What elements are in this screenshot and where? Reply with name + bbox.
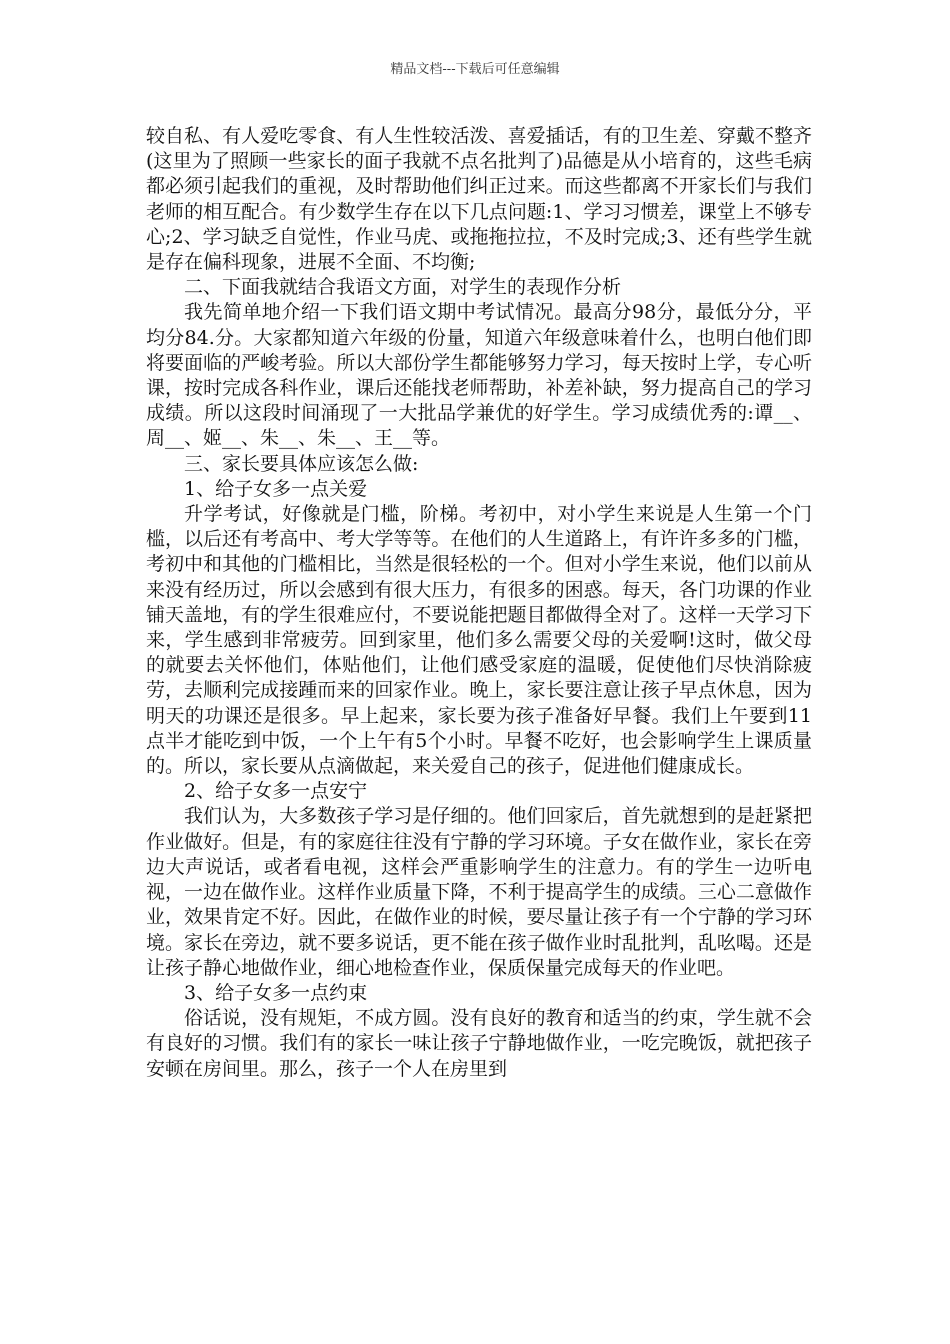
paragraph-more-discipline: 俗话说，没有规矩，不成方圆。没有良好的教育和适当的约束，学生就不会有良好的习惯。我们有的家长一味让孩子宁静地做作业，一吃完晚饭，就把孩子安顿在房间里。那么，孩子一个人在房里到 — [146, 1007, 812, 1080]
subheading-more-quiet: 2、给子女多一点安宁 — [184, 780, 368, 803]
paragraph-more-care: 升学考试，好像就是门槛，阶梯。考初中，对小学生来说是人生第一个门槛，以后还有考高中、考大学等等。在他们的人生道路上，有许许多多的门槛，考初中和其他的门槛相比，当然是很轻松的一个。但对小学生来说，他们以前从来没有经历过，所以会感到有很大压力，有很多的困惑。每天，各门功课的作业铺天盖地，有的学生很难应付，不要说能把题目都做得全对了。这样一天学习下来，学生感到非常疲劳。回到家里，他们多么需要父母的关爱啊!这时，做父母的就要去关怀他们，体贴他们，让他们感受家庭的温暖，促使他们尽快消除疲劳，去顺利完成接踵而来的回家作业。晚上，家长要注意让孩子早点休息，因为明天的功课还是很多。早上起来，家长要为孩子准备好早餐。我们上午要到11点半才能吃到中饭，一个上午有5个小时。早餐不吃好，也会影响学生上课质量的。所以，家长要从点滴做起，来关爱自己的孩子，促进他们健康成长。 — [146, 503, 812, 778]
section-heading-chinese-analysis: 二、下面我就结合我语文方面，对学生的表现作分析 — [184, 276, 622, 299]
document-body — [146, 124, 812, 1082]
paragraph-exam-results: 我先简单地介绍一下我们语文期中考试情况。最高分98分，最低分分，平均分84.分。大家都知道六年级的份量，知道六年级意味着什么，也明白他们即将要面临的严峻考验。所以大部份学生都能够努力学习，每天按时上学，专心听课，按时完成各科作业，课后还能找老师帮助，补差补缺，努力提高自己的学习成绩。所以这段时间涌现了一大批品学兼优的好学生。学习成绩优秀的:谭__、周__、姬__、朱__、朱__、王__等。 — [146, 301, 812, 450]
paragraph-more-quiet: 我们认为，大多数孩子学习是仔细的。他们回家后，首先就想到的是赶紧把作业做好。但是，有的家庭往往没有宁静的学习环境。子女在做作业，家长在旁边大声说话，或者看电视，这样会严重影响学生的注意力。有的学生一边听电视，一边在做作业。这样作业质量下降，不利于提高学生的成绩。三心二意做作业，效果肯定不好。因此，在做作业的时候，要尽量让孩子有一个宁静的学习环境。家长在旁边，就不要多说话，更不能在孩子做作业时乱批判，乱吆喝。还是让孩子静心地做作业，细心地检查作业，保质保量完成每天的作业吧。 — [146, 805, 812, 979]
page-header: 精品文档---下载后可任意编辑 — [390, 62, 560, 77]
subheading-more-discipline: 3、给子女多一点约束 — [184, 981, 368, 1004]
section-heading-parent-actions: 三、家长要具体应该怎么做: — [184, 452, 419, 475]
subheading-more-care: 1、给子女多一点关爱 — [184, 477, 368, 500]
paragraph-intro-continuation: 较自私、有人爱吃零食、有人生性较活泼、喜爱插话，有的卫生差、穿戴不整齐(这里为了照顾一些家长的面子我就不点名批判了)品德是从小培育的，这些毛病都必须引起我们的重视，及时帮助他们纠正过来。而这些都离不开家长们与我们老师的相互配合。有少数学生存在以下几点问题:1、学习习惯差，课堂上不够专心;2、学习缺乏自觉性，作业马虎、或拖拖拉拉，不及时完成;3、还有些学生就是存在偏科现象，进展不全面、不均衡; — [146, 125, 812, 274]
